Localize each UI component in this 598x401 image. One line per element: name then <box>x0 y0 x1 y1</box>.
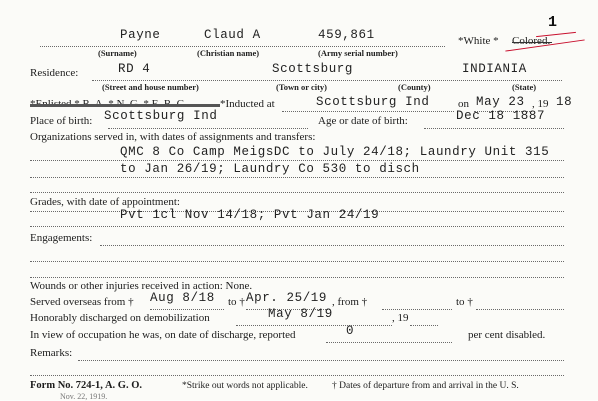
year-prefix: , 19 <box>532 98 549 110</box>
dagger-4: † <box>467 296 473 308</box>
inducted-year-value: 18 <box>556 95 573 109</box>
enlisted-strikethrough <box>30 104 220 107</box>
overseas-to2-rule <box>476 309 564 310</box>
overseas-to-value: Apr. 25/19 <box>246 291 328 305</box>
organizations-rule-1 <box>30 160 564 161</box>
birth-place-label: Place of birth: <box>30 115 93 127</box>
overseas-to-label-text: to <box>228 296 237 308</box>
county-caption: (County) <box>398 82 431 92</box>
birth-place-value: Scottsburg Ind <box>104 109 218 123</box>
residence-street-value: RD 4 <box>118 62 151 76</box>
disability-label: In view of occupation he was, on date of discharge, reported <box>30 329 296 341</box>
strike-out-note: *Strike out words not applicable. <box>182 381 308 391</box>
organizations-rule-2 <box>30 177 564 178</box>
remarks-label: Remarks: <box>30 347 73 359</box>
birth-place-rule <box>108 128 308 129</box>
overseas-from2-label <box>332 296 367 308</box>
year-prefix-value: 19 <box>537 98 549 110</box>
christian-name-value: Claud A <box>204 28 261 42</box>
birth-date-label: Age or date of birth: <box>318 115 408 127</box>
colored-strikethrough <box>512 42 552 43</box>
overseas-to2-label-text: to <box>456 296 465 308</box>
grades-line-1: Pvt 1cl Nov 14/18; Pvt Jan 24/19 <box>120 208 380 222</box>
inducted-rule <box>282 111 454 112</box>
engagements-rule-1 <box>100 245 564 246</box>
engagements-rule-3 <box>30 277 564 278</box>
surname-value: Payne <box>120 28 161 42</box>
overseas-from-value: Aug 8/18 <box>150 291 215 305</box>
disability-rule <box>326 342 452 343</box>
overseas-label <box>30 296 134 308</box>
engagements-rule-2 <box>30 261 564 262</box>
birth-date-value: Dec 18 1887 <box>456 109 546 123</box>
overseas-to-label <box>228 296 245 308</box>
inducted-at-value: Scottsburg Ind <box>316 95 430 109</box>
on-label: on <box>458 98 469 110</box>
state-caption: (State) <box>512 82 537 92</box>
overseas-from-rule <box>150 309 224 310</box>
serial-number-value: 459,861 <box>318 28 375 42</box>
residence-rule <box>92 80 562 81</box>
dagger-3: † <box>361 296 368 308</box>
discharge-year-prefix: , 19 <box>392 312 409 324</box>
wounds-label: Wounds or other injuries received in action: None. <box>30 280 253 292</box>
inducted-date-value: May 23 <box>476 95 525 109</box>
street-caption: (Street and house number) <box>102 82 199 92</box>
organizations-rule-3 <box>30 192 564 193</box>
discharge-year-rule <box>410 325 438 326</box>
organizations-line-2: to Jan 26/19; Laundry Co 530 to disch <box>120 162 420 176</box>
overseas-from2-rule <box>382 309 452 310</box>
dagger-2: † <box>239 296 245 308</box>
grades-rule-2 <box>30 226 564 227</box>
form-date: Nov. 22, 1919. <box>60 392 108 401</box>
inducted-label: *Inducted at <box>220 98 275 110</box>
dagger-1: † <box>128 296 134 308</box>
card-number: 1 <box>548 14 558 31</box>
form-number: Form No. 724-1, A. G. O. <box>30 380 142 391</box>
discharge-date-value: May 8/19 <box>268 307 333 321</box>
organizations-label: Organizations served in, with dates of assignments and transfers: <box>30 131 316 143</box>
overseas-label-text: Served overseas from <box>30 296 126 308</box>
birth-date-rule <box>424 128 564 129</box>
name-rule <box>40 46 445 47</box>
grades-label: Grades, with date of appointment: <box>30 196 180 208</box>
town-caption: (Town or city) <box>276 82 327 92</box>
surname-caption: (Surname) <box>98 48 137 58</box>
overseas-to2-label <box>456 296 473 308</box>
disability-value: 0 <box>346 324 355 338</box>
residence-state-value: INDIANIA <box>462 62 527 76</box>
organizations-line-1: QMC 8 Co Camp MeigsDC to July 24/18; Laundry Unit 315 <box>120 145 550 159</box>
remarks-rule-2 <box>30 375 564 376</box>
discharge-date-rule <box>236 325 392 326</box>
race-white-label: White <box>463 35 491 47</box>
overseas-from2-label-text: , from <box>332 296 359 308</box>
remarks-rule-1 <box>78 360 564 361</box>
race-colored: Colored. <box>512 35 551 47</box>
disability-suffix: per cent disabled. <box>468 329 546 341</box>
residence-town-value: Scottsburg <box>272 62 354 76</box>
residence-label: Residence: <box>30 67 79 79</box>
enlisted-label: *Enlisted * R. A. * N. G. * E. R. C. <box>30 98 187 110</box>
discharge-label: Honorably discharged on demobilization <box>30 312 210 324</box>
race-white: *White * <box>458 35 499 47</box>
serial-caption: (Army serial number) <box>318 48 398 58</box>
dagger-note: † Dates of departure from and arrival in the U. S. <box>332 381 519 391</box>
christian-caption: (Christian name) <box>197 48 260 58</box>
engagements-label: Engagements: <box>30 232 93 244</box>
